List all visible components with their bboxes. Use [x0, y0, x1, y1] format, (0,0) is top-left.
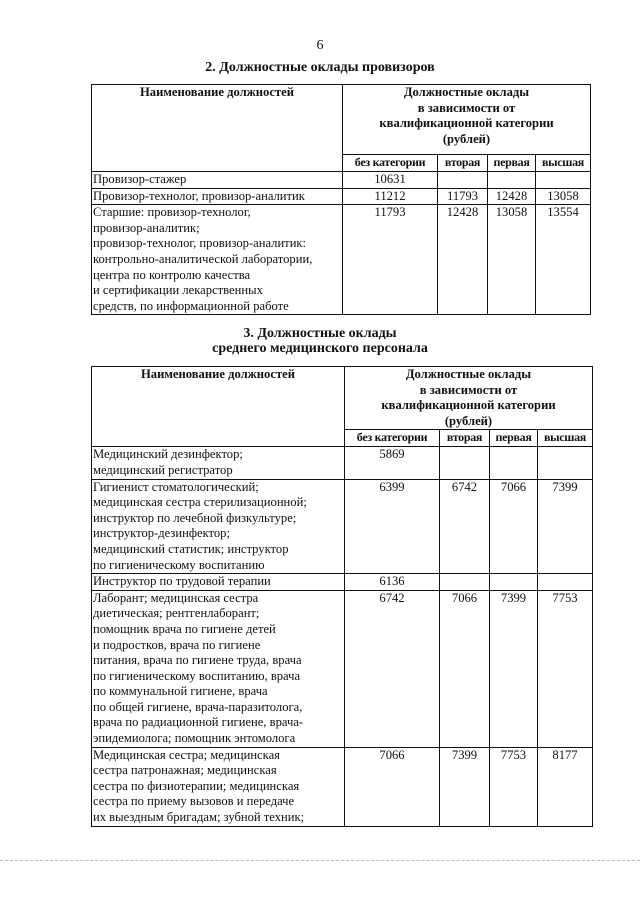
position-name-line: инструктор по лечебной физкультуре; — [93, 510, 297, 525]
salary-value: 6136 — [345, 574, 440, 591]
salary-value: 6399 — [345, 479, 440, 574]
position-name-line: их выездным бригадам; зубной техник; — [93, 810, 305, 825]
salary-value: 7399 — [538, 479, 593, 574]
salary-value: 7066 — [440, 590, 490, 747]
position-name-line: Лаборант; медицинская сестра — [93, 590, 259, 605]
category-header-first: первая — [488, 155, 536, 172]
position-name-line: Медицинская сестра; медицинская — [93, 747, 280, 762]
table-row — [92, 447, 593, 479]
name-column-header: Наименование должностей — [92, 85, 343, 172]
salary-value: 13058 — [536, 188, 591, 205]
position-name — [92, 574, 345, 591]
table-row — [92, 747, 593, 826]
salary-value: 6742 — [440, 479, 490, 574]
position-name-line: сестра по физиотерапии; медицинская — [93, 778, 300, 793]
salary-value: 10631 — [343, 172, 438, 189]
section-2-title: 2. Должностные оклады провизоров — [205, 60, 435, 75]
page-number: 6 — [316, 38, 324, 53]
salary-value — [438, 172, 488, 189]
position-name-line: питания, врача по гигиене труда, врача — [93, 653, 302, 668]
category-header-second: вторая — [438, 155, 488, 172]
position-name-line: Гигиенист стоматологический; — [93, 479, 259, 494]
section-3-title-line: 3. Должностные оклады — [243, 326, 397, 341]
salary-header-line: (рублей) — [444, 413, 493, 428]
salary-group-header — [345, 367, 593, 430]
position-name — [92, 479, 345, 574]
salary-value — [440, 447, 490, 479]
position-name-line: Инструктор по трудовой терапии — [93, 574, 271, 589]
position-name-line: по гигиеническому воспитанию, врача — [93, 668, 301, 683]
salary-header-line: Должностные оклады — [403, 85, 530, 99]
position-name-line: и сертификации лекарственных — [93, 283, 263, 298]
table-row — [92, 172, 591, 189]
provisor-salary-table — [91, 84, 591, 315]
salary-value: 11212 — [343, 188, 438, 205]
position-name — [92, 747, 345, 826]
position-name-line: и подростков, врача по гигиене — [93, 637, 261, 652]
salary-value — [490, 574, 538, 591]
salary-value: 7399 — [440, 747, 490, 826]
table-row — [92, 188, 591, 205]
position-name-line: по гигиеническому воспитанию — [93, 557, 265, 572]
category-header-none: без категории — [345, 430, 440, 447]
position-name-line: средств, по информационной работе — [93, 298, 289, 313]
salary-value: 5869 — [345, 447, 440, 479]
name-column-header: Наименование должностей — [92, 367, 345, 447]
salary-header-line: (рублей) — [442, 131, 491, 146]
salary-group-header — [343, 85, 591, 155]
category-header-none: без категории — [343, 155, 438, 172]
position-name-line: помощник врача по гигиене детей — [93, 621, 276, 636]
position-name-line: медицинский статистик; инструктор — [93, 541, 289, 556]
salary-value — [490, 447, 538, 479]
salary-value: 6742 — [345, 590, 440, 747]
table-row — [92, 205, 591, 315]
position-name-line: медицинский регистратор — [93, 462, 233, 477]
position-name-line: инструктор-дезинфектор; — [93, 526, 230, 541]
position-name — [92, 590, 345, 747]
position-name-line: по общей гигиене, врача-паразитолога, — [93, 699, 303, 714]
section-3-title-line: среднего медицинского персонала — [212, 341, 428, 356]
category-header-second: вторая — [440, 430, 490, 447]
table-row — [92, 590, 593, 747]
salary-value — [488, 172, 536, 189]
position-name — [92, 172, 343, 189]
salary-header-line: квалификационной категории — [379, 116, 554, 131]
salary-header-line: в зависимости от — [419, 382, 518, 397]
position-name-line: по коммунальной гигиене, врача — [93, 684, 268, 699]
position-name-line: Старшие: провизор-технолог, — [93, 205, 251, 220]
position-name-line: Провизор-стажер — [93, 172, 187, 186]
salary-value — [536, 172, 591, 189]
position-name-line: провизор-аналитик; — [93, 220, 200, 235]
salary-value: 13058 — [488, 205, 536, 315]
position-name — [92, 205, 343, 315]
category-header-highest: высшая — [538, 430, 593, 447]
salary-value: 8177 — [538, 747, 593, 826]
salary-value: 7066 — [490, 479, 538, 574]
position-name-line: диетическая; рентгенлаборант; — [93, 606, 260, 621]
salary-value: 11793 — [438, 188, 488, 205]
salary-value: 13554 — [536, 205, 591, 315]
position-name-line: контрольно-аналитической лаборатории, — [93, 251, 313, 266]
position-name-line: сестра патронажная; медицинская — [93, 763, 277, 778]
position-name-line: Медицинский дезинфектор; — [93, 447, 243, 462]
position-name-line: Провизор-технолог, провизор-аналитик — [93, 188, 305, 203]
salary-header-line: Должностные оклады — [405, 367, 532, 381]
table-row — [92, 574, 593, 591]
salary-value: 7753 — [490, 747, 538, 826]
position-name — [92, 188, 343, 205]
scan-edge-line — [0, 860, 640, 861]
salary-value: 12428 — [438, 205, 488, 315]
category-header-first: первая — [490, 430, 538, 447]
position-name-line: провизор-технолог, провизор-аналитик: — [93, 236, 307, 251]
salary-value: 7399 — [490, 590, 538, 747]
salary-value: 7753 — [538, 590, 593, 747]
position-name-line: врача по радиационной гигиене, врача- — [93, 715, 304, 730]
position-name-line: эпидемиолога; помощник энтомолога — [93, 731, 296, 746]
salary-value — [440, 574, 490, 591]
position-name — [92, 447, 345, 479]
salary-value — [538, 574, 593, 591]
position-name-line: центра по контролю качества — [93, 267, 251, 282]
category-header-highest: высшая — [536, 155, 591, 172]
salary-value: 7066 — [345, 747, 440, 826]
nursing-staff-salary-table — [91, 366, 593, 827]
table-row — [92, 479, 593, 574]
salary-header-line: в зависимости от — [417, 100, 516, 115]
salary-value — [538, 447, 593, 479]
salary-value: 11793 — [343, 205, 438, 315]
position-name-line: сестра по приему вызовов и передаче — [93, 794, 295, 809]
salary-value: 12428 — [488, 188, 536, 205]
position-name-line: медицинская сестра стерилизационной; — [93, 495, 307, 510]
salary-header-line: квалификационной категории — [381, 398, 556, 413]
section-3-title — [0, 326, 640, 356]
